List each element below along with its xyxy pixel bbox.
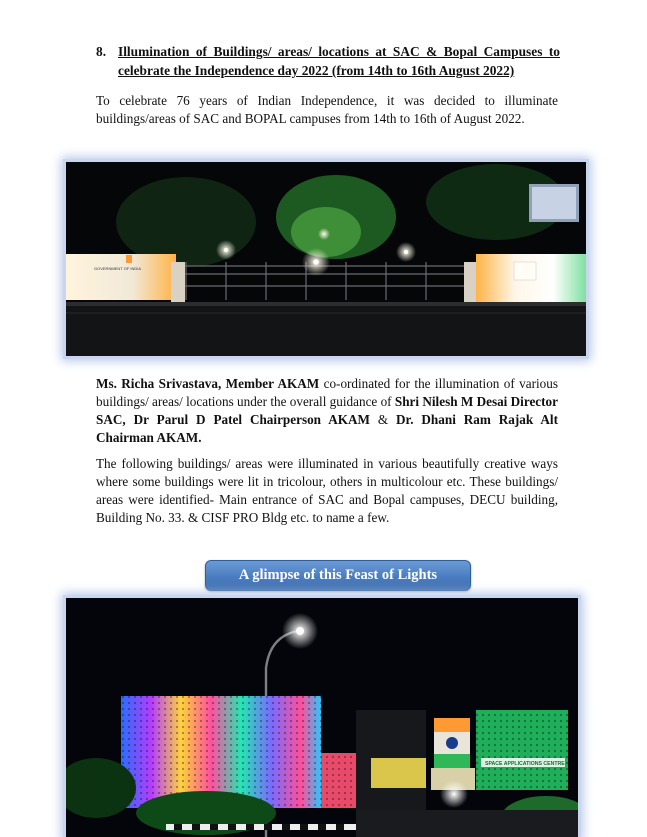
- entrance-wall-left: [66, 254, 176, 300]
- coordinator-name: Ms. Richa Srivastava, Member AKAM: [96, 376, 320, 391]
- yellow-lit-facade: [371, 758, 426, 788]
- section-title: Illumination of Buildings/ areas/ locations at SAC & Bopal Campuses to celebrate the Independence day 2022 (from 14th to 16th August 2022): [118, 44, 560, 78]
- gate-night-photo: [66, 162, 586, 356]
- gate-sign-text: GOVERNMENT OF INDIA: [94, 266, 142, 271]
- intro-paragraph: To celebrate 76 years of Indian Independence, it was decided to illuminate buildings/areas of SAC and BOPAL campuses from 14th to 16th of August 2022.: [96, 93, 558, 126]
- buildings-paragraph: The following buildings/ areas were illuminated in various beautifully creative ways where some buildings were lit in tricolour, others in multicolour etc. These buildings/ areas were identified- Main entrance of SAC and Bopal campuses, DECU building, Building No. 33. & CISF PRO Bldg etc. to name a few.: [96, 456, 558, 525]
- glimpse-banner: A glimpse of this Feast of Lights: [205, 560, 471, 591]
- illuminated-building-illustration: [66, 598, 578, 837]
- gate-night-photo-illustration: [66, 162, 586, 356]
- guidance-names: Shri Nilesh M Desai Director SAC, Dr Parul D Patel Chairperson AKAM: [96, 394, 559, 427]
- coordination-text: co-ordinated for the illumination of various buildings/ areas/ locations under the overall guidance of: [96, 376, 558, 409]
- building-sign-text: SPACE APPLICATIONS CENTRE: [485, 761, 565, 767]
- section-number: 8.: [96, 44, 107, 59]
- road: [66, 302, 586, 356]
- street-lamp-light: [296, 627, 304, 635]
- kerb-stripes: [166, 824, 356, 830]
- illuminated-building-photo: [66, 598, 578, 837]
- coordination-paragraph: [96, 375, 558, 447]
- ampersand: &: [369, 412, 397, 427]
- section-heading: [96, 42, 560, 80]
- alt-chairman-name: Dr. Dhani Ram Rajak Alt Chairman AKAM.: [96, 412, 558, 445]
